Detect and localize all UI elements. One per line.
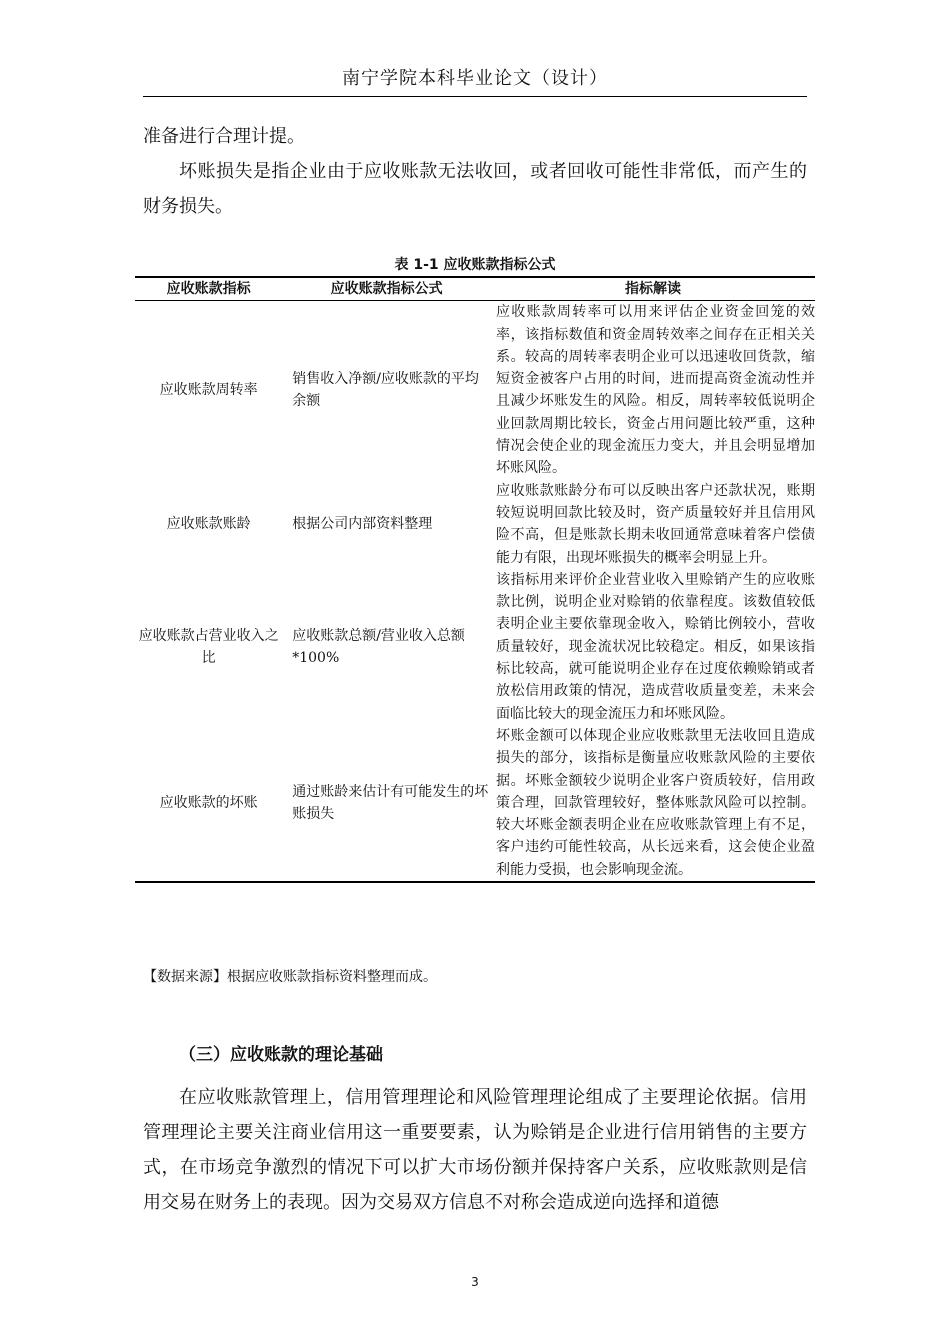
indicator-cell: 应收账款周转率 — [159, 382, 258, 399]
formula-cell: 通过账龄来估计有可能发生的坏账损失 — [282, 725, 491, 882]
table-row — [135, 301, 815, 480]
section-paragraph: 在应收账款管理上，信用管理理论和风险管理理论组成了主要理论依据。信用管理理论主要关注商业信用这一重要要素，认为赊销是企业进行信用销售的主要方式，在市场竞争激烈的情况下可以扩大市场份额并保持客户关系，应收账款则是信用交易在财务上的表现。因为交易双方信息不对称会造成逆向选择和道德 — [143, 1087, 807, 1213]
table-row — [135, 725, 815, 882]
table-row — [135, 480, 815, 569]
interpretation-cell: 应收账款账龄分布可以反映出客户还款状况，账期较短说明回款比较及时，资产质量较好并且信用风险不高，但是账款长期未收回通常意味着客户偿债能力有限，出现坏账损失的概率会明显上升。 — [496, 482, 815, 566]
column-header-interpretation: 指标解读 — [491, 277, 815, 301]
column-header-indicator: 应收账款指标 — [135, 277, 282, 301]
table-row — [135, 569, 815, 725]
table-source-note: 【数据来源】根据应收账款指标资料整理而成。 — [143, 969, 437, 985]
indicator-cell: 应收账款的坏账 — [135, 725, 282, 882]
interpretation-cell: 坏账金额可以体现企业应收账款里无法收回且造成损失的部分，该指标是衡量应收账款风险的主要依据。坏账金额较少说明企业客户资质较好，信用政策合理，回款管理较好，整体账款风险可以控制。较大坏账金额表明企业在应收账款管理上有不足，客户违约可能性较高，从长远来看，这会使企业盈利能力受损，也会影响现金流。 — [491, 725, 815, 882]
formula-cell: 根据公司内部资料整理 — [292, 516, 433, 533]
formula-cell: 应收账款总额/营业收入总额*100% — [292, 627, 465, 666]
interpretation-cell: 应收账款周转率可以用来评估企业资金回笼的效率，该指标数值和资金周转效率之间存在正相关关系。较高的周转率表明企业可以迅速收回货款，缩短资金被客户占用的时间，进而提高资金流动性并且减少坏账发生的风险。相反，周转率较低说明企业回款周期比较长，资金占用问题比较严重，这种情况会使企业的现金流压力变大，并且会明显增加坏账风险。 — [496, 304, 815, 477]
indicator-cell: 应收账款占营业收入之比 — [138, 627, 279, 666]
paragraph-bad-debt-definition: 坏账损失是指企业由于应收账款无法收回，或者回收可能性非常低，而产生的财务损失。 — [143, 161, 807, 217]
header-rule — [143, 96, 807, 97]
page-number: 3 — [471, 1275, 479, 1289]
indicator-cell: 应收账款账龄 — [166, 516, 251, 533]
table-header-row — [135, 277, 815, 301]
formula-cell: 销售收入净额/应收账款的平均余额 — [292, 371, 479, 410]
interpretation-cell: 该指标用来评价企业营业收入里赊销产生的应收账款比例，说明企业对赊销的依靠程度。该数值较低表明企业主要依靠现金收入，赊销比例较小，营收质量较好，现金流状况比较稳定。相反，如果该指标比较高，就可能说明企业存在过度依赖赊销或者放松信用政策的情况，造成营收质量变差，未来会面临比较大的现金流压力和坏账风险。 — [496, 571, 815, 722]
section-heading: （三）应收账款的理论基础 — [179, 1045, 383, 1065]
indicator-table — [135, 276, 815, 883]
table-caption: 表 1-1 应收账款指标公式 — [394, 257, 556, 273]
page-header-title: 南宁学院本科毕业论文（设计） — [342, 68, 608, 89]
paragraph-continuation: 准备进行合理计提。 — [143, 126, 305, 147]
column-header-formula: 应收账款指标公式 — [282, 277, 491, 301]
